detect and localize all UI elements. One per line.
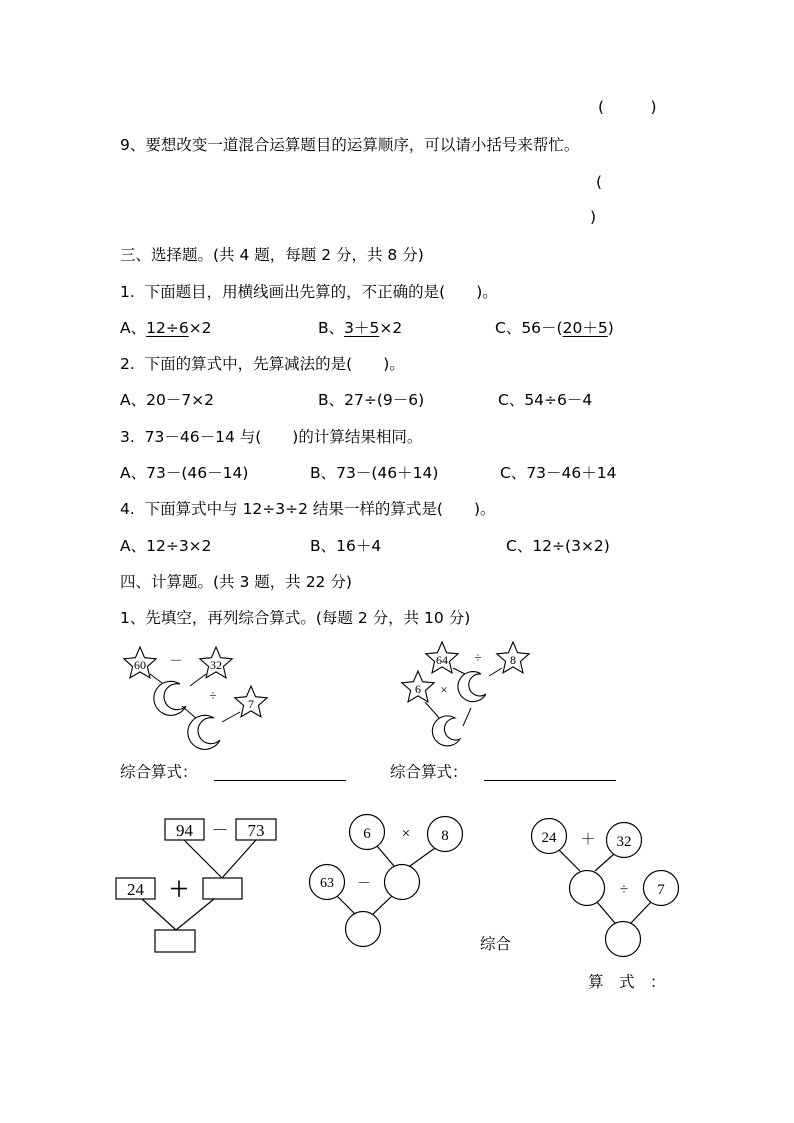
connector-line [559,850,580,871]
formula-answer-line-1[interactable] [214,780,346,781]
empty-answer-circle [570,871,605,906]
s4-q1-stem: 1、先填空，再列综合算式。(每题 2 分，共 10 分) [120,609,471,627]
number-24: 24 [541,830,557,846]
moon-icon [154,681,186,715]
formula-label-2: 综合算式： [390,763,468,781]
connector-line [372,896,392,915]
diagram-circles-2 [525,808,695,958]
number-8: 8 [441,828,449,844]
number-6: 6 [363,826,371,842]
connector-line [222,712,240,722]
connector-line [410,848,435,866]
s3-q3-option-b: B、73－(46＋14) [310,464,439,482]
operator-times: × [401,826,411,842]
empty-answer-circle [385,865,420,900]
q9-text: 9、要想改变一道混合运算题目的运算顺序，可以请小括号来帮忙。 [120,136,580,154]
operator-minus: － [211,821,229,840]
q9-paren-open: ( [596,173,603,191]
operator-times: × [440,682,448,697]
moon-icon [188,715,220,749]
section3-title: 三、选择题。(共 4 题，每题 2 分，共 8 分) [120,246,424,264]
s3-q1-stem: 1. 下面题目，用横线画出先算的，不正确的是( )。 [120,283,498,301]
empty-answer-box [203,878,242,899]
label-zonghe: 综合 [480,935,512,953]
number-32: 32 [616,834,632,850]
moon-icon [432,716,460,746]
s3-q1-option-c: C、56－(20＋5) [495,319,614,337]
connector-line [631,902,651,923]
empty-answer-circle [346,912,381,947]
moon-icon [458,672,486,702]
connector-line [489,668,502,676]
star-number-8: 8 [510,653,516,667]
empty-answer-circle [606,922,641,957]
s3-q2-stem: 2. 下面的算式中，先算减法的是( )。 [120,355,405,373]
connector-line [190,674,206,686]
star-number-64: 64 [436,653,448,667]
star-number-7: 7 [248,697,254,711]
s3-q1-option-b: B、3＋5×2 [318,319,403,337]
operator-minus: － [357,877,371,892]
number-94: 94 [176,821,193,840]
connector-line [463,708,471,726]
connector-line [337,896,356,915]
connector-line [377,846,394,866]
star-number-32: 32 [210,658,222,672]
connector-line [597,902,615,923]
operator-divide: ÷ [619,882,629,898]
q9-paren-close: ) [590,208,597,226]
number-7: 7 [657,882,665,898]
operator-plus: ＋ [169,879,189,901]
diagram-stars-1 [110,640,280,755]
empty-answer-box [155,930,195,952]
operator-divide: ÷ [474,650,482,665]
q8-answer-paren: ( ) [598,98,657,116]
number-24: 24 [127,880,144,899]
connector-line [595,854,614,871]
label-suanshi: 算 式 ： [588,973,666,991]
number-63: 63 [320,876,334,891]
connector-line [176,899,214,930]
star-number-6: 6 [415,682,421,696]
s3-q2-option-b: B、27÷(9－6) [318,391,425,409]
diagram-stars-2 [395,638,545,753]
s3-q2-option-a: A、20－7×2 [120,391,215,409]
s3-q3-option-a: A、73－(46－14) [120,464,249,482]
s3-q4-option-b: B、16＋4 [310,537,382,555]
s3-q4-stem: 4. 下面算式中与 12÷3÷2 结果一样的算式是( )。 [120,500,496,518]
s3-q1-option-a: A、12÷6×2 [120,319,212,337]
operator-minus: － [169,653,183,668]
s3-q4-option-c: C、12÷(3×2) [506,537,610,555]
s3-q4-option-a: A、12÷3×2 [120,537,212,555]
connector-line [425,702,441,720]
diagram-boxes [110,810,290,955]
s3-q3-stem: 3. 73－46－14 与( )的计算结果相同。 [120,428,423,446]
star-number-60: 60 [134,658,146,672]
formula-label-1: 综合算式： [120,763,198,781]
section4-title: 四、计算题。(共 3 题，共 22 分) [120,573,352,591]
connector-line [184,840,222,878]
s3-q3-option-c: C、73－46＋14 [500,464,617,482]
formula-answer-line-2[interactable] [484,780,616,781]
s3-q2-option-c: C、54÷6－4 [498,391,593,409]
diagram-circles-1 [300,808,480,953]
connector-line [142,899,176,930]
number-73: 73 [247,821,265,840]
connector-line [222,840,256,878]
operator-divide: ÷ [209,688,217,703]
operator-plus: ＋ [580,832,596,848]
